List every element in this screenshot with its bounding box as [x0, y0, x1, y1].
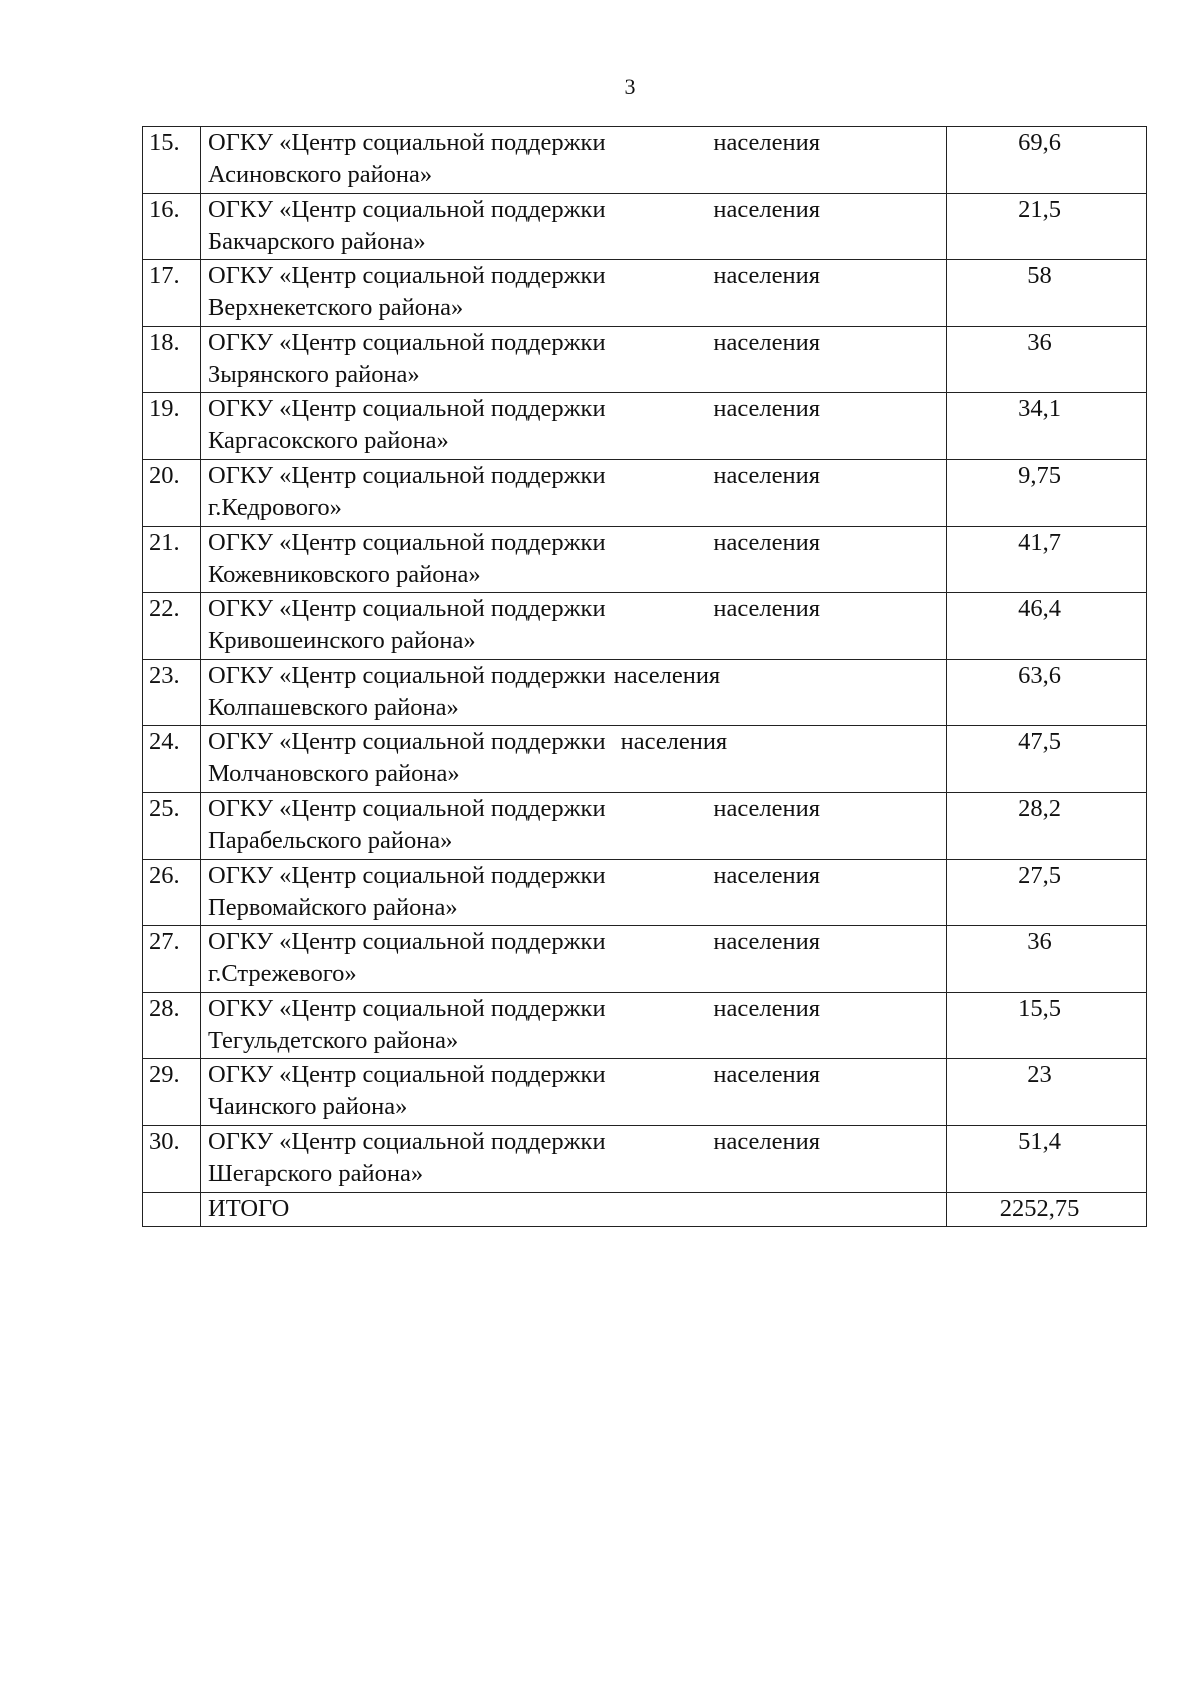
row-name-district: Молчановского района» — [208, 760, 460, 788]
row-number-cell: 18. — [143, 326, 201, 393]
row-name-org-tail: населения — [713, 328, 820, 356]
row-name-district: г.Кедрового» — [208, 493, 342, 521]
row-number-cell: 19. — [143, 393, 201, 460]
row-value-cell: 21,5 — [947, 193, 1147, 260]
row-name-district: Верхнекетского района» — [208, 294, 464, 322]
row-name-line1 — [208, 860, 820, 892]
row-name-org: ОГКУ «Центр социальной поддержки — [208, 728, 606, 756]
row-name-line1 — [208, 926, 820, 958]
row-name-line1 — [208, 1059, 820, 1091]
row-value-cell: 9,75 — [947, 459, 1147, 526]
row-number-cell: 24. — [143, 726, 201, 793]
row-name-org-tail: населения — [713, 1061, 820, 1089]
row-name-cell — [201, 992, 947, 1059]
row-name-org-tail: населения — [713, 528, 820, 556]
table-row — [143, 659, 1147, 726]
row-name-org: ОГКУ «Центр социальной поддержки — [208, 328, 606, 356]
row-name-district: Зырянского района» — [208, 360, 420, 388]
row-name-district: Парабельского района» — [208, 826, 453, 854]
row-name-cell — [201, 1059, 947, 1126]
row-name-district: Бакчарского района» — [208, 227, 426, 255]
row-number-cell: 17. — [143, 260, 201, 327]
row-name-org-tail: населения — [713, 595, 820, 623]
row-name-org: ОГКУ «Центр социальной поддержки — [208, 861, 606, 889]
table-row — [143, 792, 1147, 859]
row-name-district: Тегульдетского района» — [208, 1026, 459, 1054]
row-number-cell: 22. — [143, 593, 201, 660]
row-number-cell: 21. — [143, 526, 201, 593]
row-name-org: ОГКУ «Центр социальной поддержки — [208, 661, 606, 689]
row-name-line1 — [208, 460, 820, 492]
row-name-org-tail: населения — [713, 1127, 820, 1155]
row-name-org: ОГКУ «Центр социальной поддержки — [208, 794, 606, 822]
row-name-org-tail: населения — [713, 461, 820, 489]
row-name-org: ОГКУ «Центр социальной поддержки — [208, 528, 606, 556]
row-number-cell: 25. — [143, 792, 201, 859]
row-number-cell: 15. — [143, 127, 201, 194]
row-name-org: ОГКУ «Центр социальной поддержки — [208, 1127, 606, 1155]
row-name-org: ОГКУ «Центр социальной поддержки — [208, 195, 606, 223]
row-name-line1 — [208, 327, 820, 359]
total-row — [143, 1192, 1147, 1226]
table-row — [143, 726, 1147, 793]
row-name-org-tail: населения — [713, 994, 820, 1022]
row-name-line1 — [208, 194, 820, 226]
table-row — [143, 593, 1147, 660]
total-label-cell: ИТОГО — [201, 1192, 947, 1226]
row-name-cell — [201, 926, 947, 993]
row-number-cell: 28. — [143, 992, 201, 1059]
row-name-org-tail: населения — [713, 928, 820, 956]
row-name-cell — [201, 859, 947, 926]
row-value-cell: 51,4 — [947, 1125, 1147, 1192]
table-row — [143, 526, 1147, 593]
row-name-org-tail: населения — [613, 661, 721, 689]
row-name-line1 — [208, 127, 820, 159]
allocation-table — [142, 126, 1147, 1227]
table-row — [143, 1125, 1147, 1192]
row-name-org-tail: населения — [620, 728, 728, 756]
row-name-org-tail: населения — [713, 195, 820, 223]
row-number-cell: 30. — [143, 1125, 201, 1192]
row-number-cell: 26. — [143, 859, 201, 926]
row-name-cell — [201, 459, 947, 526]
row-name-cell — [201, 726, 947, 793]
total-value-cell: 2252,75 — [947, 1192, 1147, 1226]
row-name-cell — [201, 260, 947, 327]
row-name-org: ОГКУ «Центр социальной поддержки — [208, 928, 606, 956]
row-name-cell — [201, 593, 947, 660]
row-name-cell — [201, 326, 947, 393]
row-name-cell — [201, 659, 947, 726]
row-number-cell: 20. — [143, 459, 201, 526]
page-number: 3 — [624, 74, 636, 99]
row-name-org-tail: населения — [713, 129, 820, 156]
table-row — [143, 326, 1147, 393]
row-name-line1 — [208, 793, 820, 825]
row-name-org: ОГКУ «Центр социальной поддержки — [208, 1061, 606, 1089]
row-name-line1 — [208, 1126, 820, 1158]
table-row — [143, 926, 1147, 993]
row-name-cell — [201, 1125, 947, 1192]
total-number-cell — [143, 1192, 201, 1226]
row-name-line1 — [208, 260, 820, 292]
row-value-cell: 58 — [947, 260, 1147, 327]
row-name-district: Кривошеинского района» — [208, 627, 476, 655]
row-value-cell: 34,1 — [947, 393, 1147, 460]
row-name-cell — [201, 792, 947, 859]
row-name-district: г.Стрежевого» — [208, 960, 357, 988]
row-value-cell: 23 — [947, 1059, 1147, 1126]
row-name-line1 — [208, 393, 820, 425]
row-name-cell — [201, 526, 947, 593]
row-value-cell: 15,5 — [947, 992, 1147, 1059]
table-row — [143, 260, 1147, 327]
row-name-line1 — [208, 993, 820, 1025]
row-name-line1 — [208, 593, 820, 625]
row-name-org: ОГКУ «Центр социальной поддержки — [208, 395, 606, 423]
table-row — [143, 992, 1147, 1059]
row-name-org: ОГКУ «Центр социальной поддержки — [208, 461, 606, 489]
row-name-district: Первомайского района» — [208, 893, 458, 921]
row-value-cell: 27,5 — [947, 859, 1147, 926]
row-value-cell: 69,6 — [947, 127, 1147, 194]
table-row — [143, 1059, 1147, 1126]
row-name-district: Чаинского района» — [208, 1093, 408, 1121]
row-name-cell — [201, 393, 947, 460]
row-name-line1 — [208, 660, 820, 692]
row-name-district: Асиновского района» — [208, 161, 433, 188]
table-row — [143, 393, 1147, 460]
row-value-cell: 46,4 — [947, 593, 1147, 660]
row-number-cell: 29. — [143, 1059, 201, 1126]
row-number-cell: 27. — [143, 926, 201, 993]
row-name-org: ОГКУ «Центр социальной поддержки — [208, 262, 606, 290]
row-number-cell: 23. — [143, 659, 201, 726]
row-name-org-tail: населения — [713, 262, 820, 290]
row-name-org: ОГКУ «Центр социальной поддержки — [208, 129, 606, 156]
table-body — [143, 127, 1147, 1227]
row-name-line1 — [208, 527, 820, 559]
table-row — [143, 859, 1147, 926]
row-value-cell: 28,2 — [947, 792, 1147, 859]
row-name-district: Каргасокского района» — [208, 427, 449, 455]
row-number-cell: 16. — [143, 193, 201, 260]
row-name-cell — [201, 127, 947, 194]
table-row — [143, 127, 1147, 194]
row-value-cell: 36 — [947, 326, 1147, 393]
row-name-org-tail: населения — [713, 861, 820, 889]
table-row — [143, 459, 1147, 526]
row-value-cell: 47,5 — [947, 726, 1147, 793]
row-name-district: Шегарского района» — [208, 1159, 424, 1187]
row-name-org-tail: населения — [713, 794, 820, 822]
row-value-cell: 41,7 — [947, 526, 1147, 593]
row-name-org: ОГКУ «Центр социальной поддержки — [208, 595, 606, 623]
row-value-cell: 63,6 — [947, 659, 1147, 726]
row-name-org: ОГКУ «Центр социальной поддержки — [208, 994, 606, 1022]
row-value-cell: 36 — [947, 926, 1147, 993]
row-name-line1 — [208, 726, 820, 758]
row-name-district: Колпашевского района» — [208, 693, 459, 721]
row-name-cell — [201, 193, 947, 260]
row-name-district: Кожевниковского района» — [208, 560, 481, 588]
row-name-org-tail: населения — [713, 395, 820, 423]
table-row — [143, 193, 1147, 260]
